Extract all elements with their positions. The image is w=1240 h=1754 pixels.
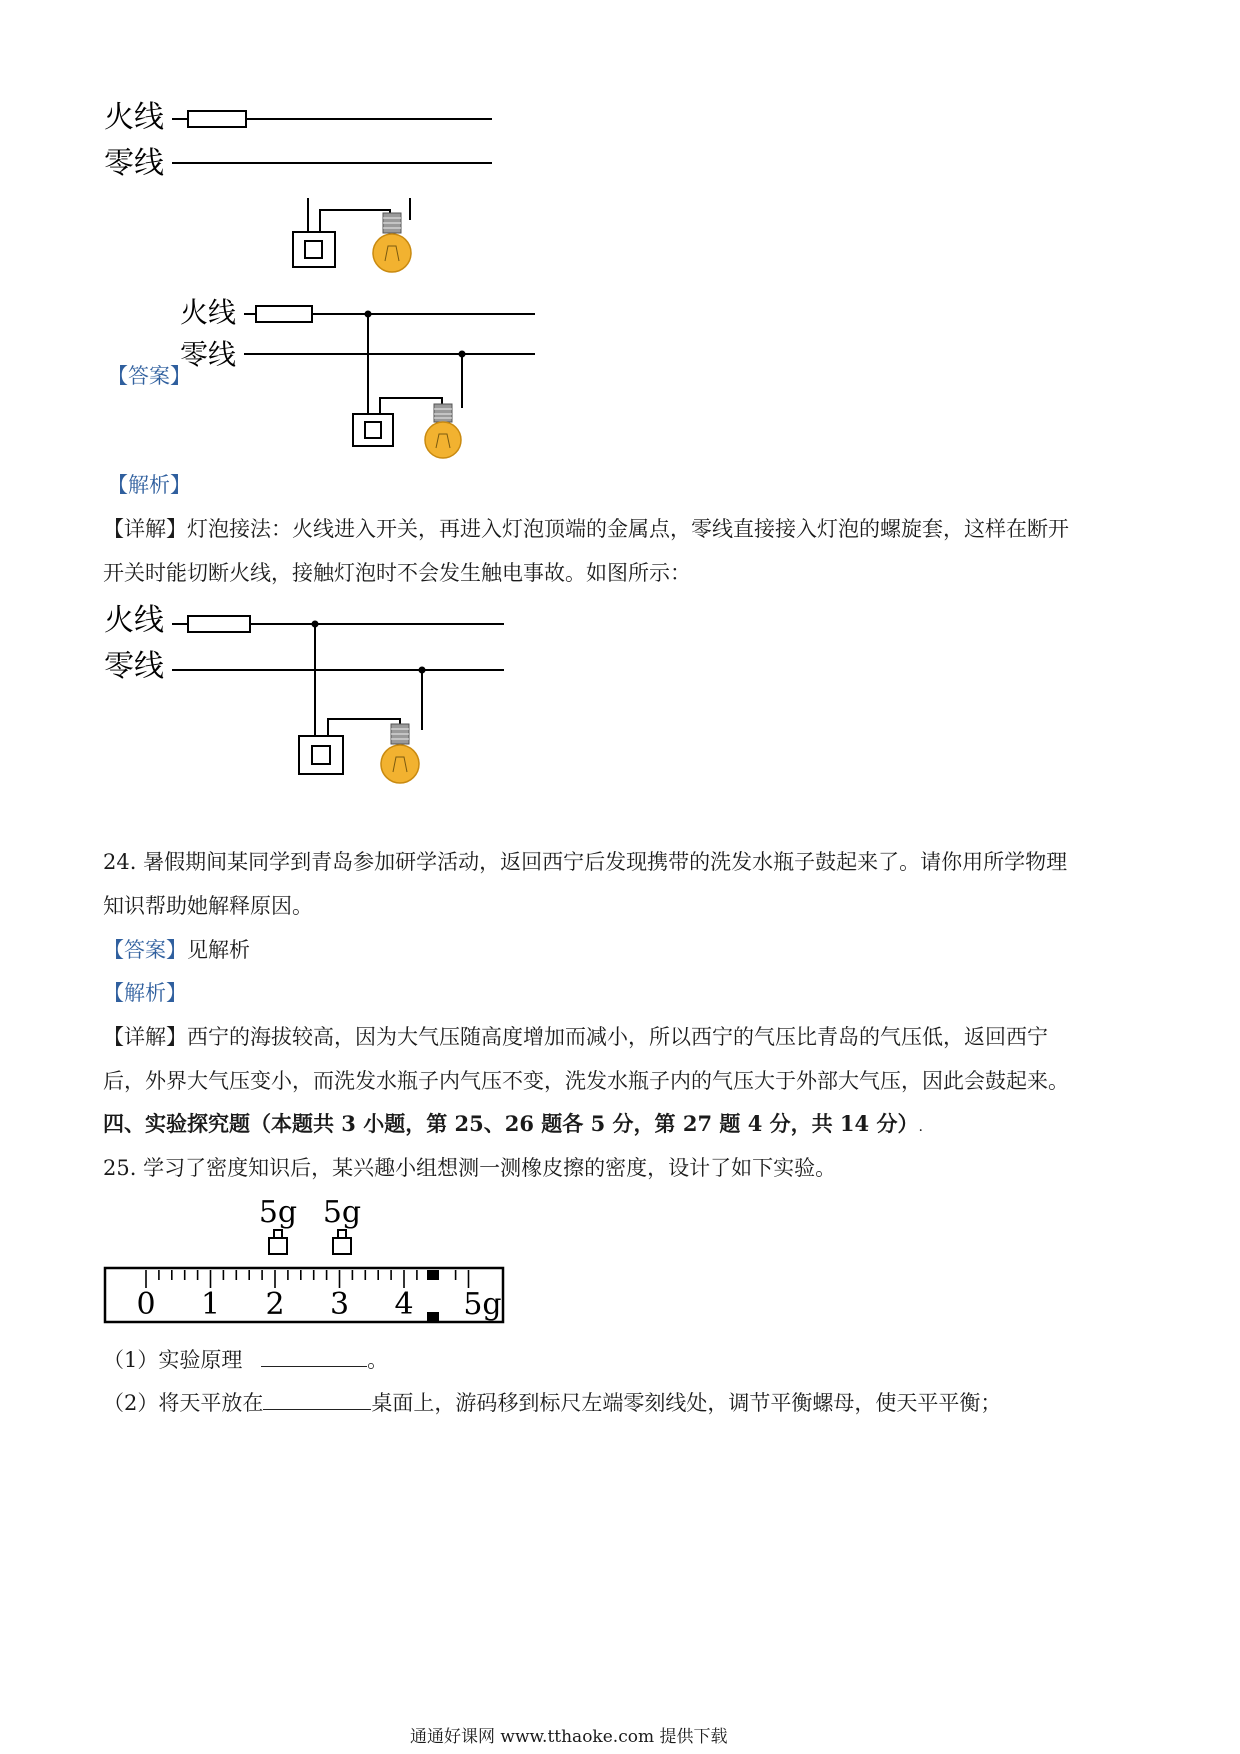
q25-sub1-prefix: （1）实验原理 [103,1348,243,1372]
rider-marker-bottom [427,1312,439,1321]
section-four-title [103,1112,923,1139]
bulb-icon [373,213,411,272]
scale-ruler [105,1268,503,1322]
bulb-icon [381,724,419,783]
q24-question: 24. 暑假期间某同学到青岛参加研学活动，返回西宁后发现携带的洗发水瓶子鼓起来了。请你用所学物理 [103,850,1068,874]
live-wire-label: 火线 [180,296,237,329]
fuse-icon [188,616,250,632]
circuit-answer-diagram [180,290,600,470]
weight-icon [269,1230,287,1254]
q24-detail-cont: 后，外界大气压变小，而洗发水瓶子内气压不变，洗发水瓶子内的气压大于外部大气压，因此会鼓起来。 [103,1069,1069,1093]
analysis-tag: 【解析】 [107,473,191,497]
balance-scale-figure [100,1192,520,1332]
q24-detail: 【详解】西宁的海拔较高，因为大气压随高度增加而减小，所以西宁的气压比青岛的气压低，返回西宁 [103,1025,1048,1049]
analysis-tag: 【解析】 [103,981,187,1005]
circuit-question-diagram [100,95,520,295]
answer-tag: 【答案】 [103,938,187,962]
section-four-dot: . [918,1119,923,1135]
scale-number: 1 [200,1287,221,1322]
neutral-wire-label: 零线 [104,146,164,181]
q25-sub2-suffix: 桌面上，游码移到标尺左端零刻线处，调节平衡螺母，使天平平衡； [371,1391,1002,1415]
q24-answer-line [103,938,250,962]
switch-icon [299,736,343,774]
live-wire-label: 火线 [104,100,164,135]
live-wire-label: 火线 [104,603,164,638]
answer-blank-2[interactable] [263,1389,371,1410]
scale-number: 3 [329,1287,350,1322]
page-footer: 通通好课网 www.tthaoke.com 提供下载 [410,1727,728,1747]
neutral-wire-label: 零线 [104,649,164,684]
scale-number: 4 [394,1287,414,1322]
scale-number: 0 [136,1287,156,1322]
q25-sub1-suffix: 。 [367,1348,389,1372]
scale-number: 2 [265,1287,285,1322]
answer-blank-1[interactable] [261,1346,367,1367]
weight-icon [333,1230,351,1254]
q25-sub2 [103,1389,1001,1415]
q24-question-cont: 知识帮助她解释原因。 [103,894,313,918]
switch-icon [353,414,393,446]
rider-marker [427,1270,439,1280]
switch-icon [293,232,335,267]
section-four-title-text: 四、实验探究题（本题共 3 小题，第 25、26 题各 5 分，第 27 题 4 分，共 14 分） [103,1111,919,1136]
q25-question: 25. 学习了密度知识后，某兴趣小组想测一测橡皮擦的密度，设计了如下实验。 [103,1156,837,1180]
fuse-icon [256,306,312,322]
weight-label: 5g [322,1195,362,1230]
circuit-detail-diagram [100,600,530,800]
bulb-icon [425,404,461,458]
fuse-icon [188,111,246,127]
q23-detail: 【详解】灯泡接法：火线进入开关，再进入灯泡顶端的金属点，零线直接接入灯泡的螺旋套，这样在断开 [103,517,1069,541]
scale-number: 5g [463,1287,502,1322]
q25-sub1 [103,1346,388,1372]
q23-detail-cont: 开关时能切断火线，接触灯泡时不会发生触电事故。如图所示： [103,561,691,585]
neutral-wire-label: 零线 [180,338,237,371]
weight-label: 5g [258,1195,298,1230]
answer-tag: 【答案】 [107,364,191,388]
q25-sub2-prefix: （2）将天平放在 [103,1391,264,1415]
q24-answer: 见解析 [187,938,250,962]
